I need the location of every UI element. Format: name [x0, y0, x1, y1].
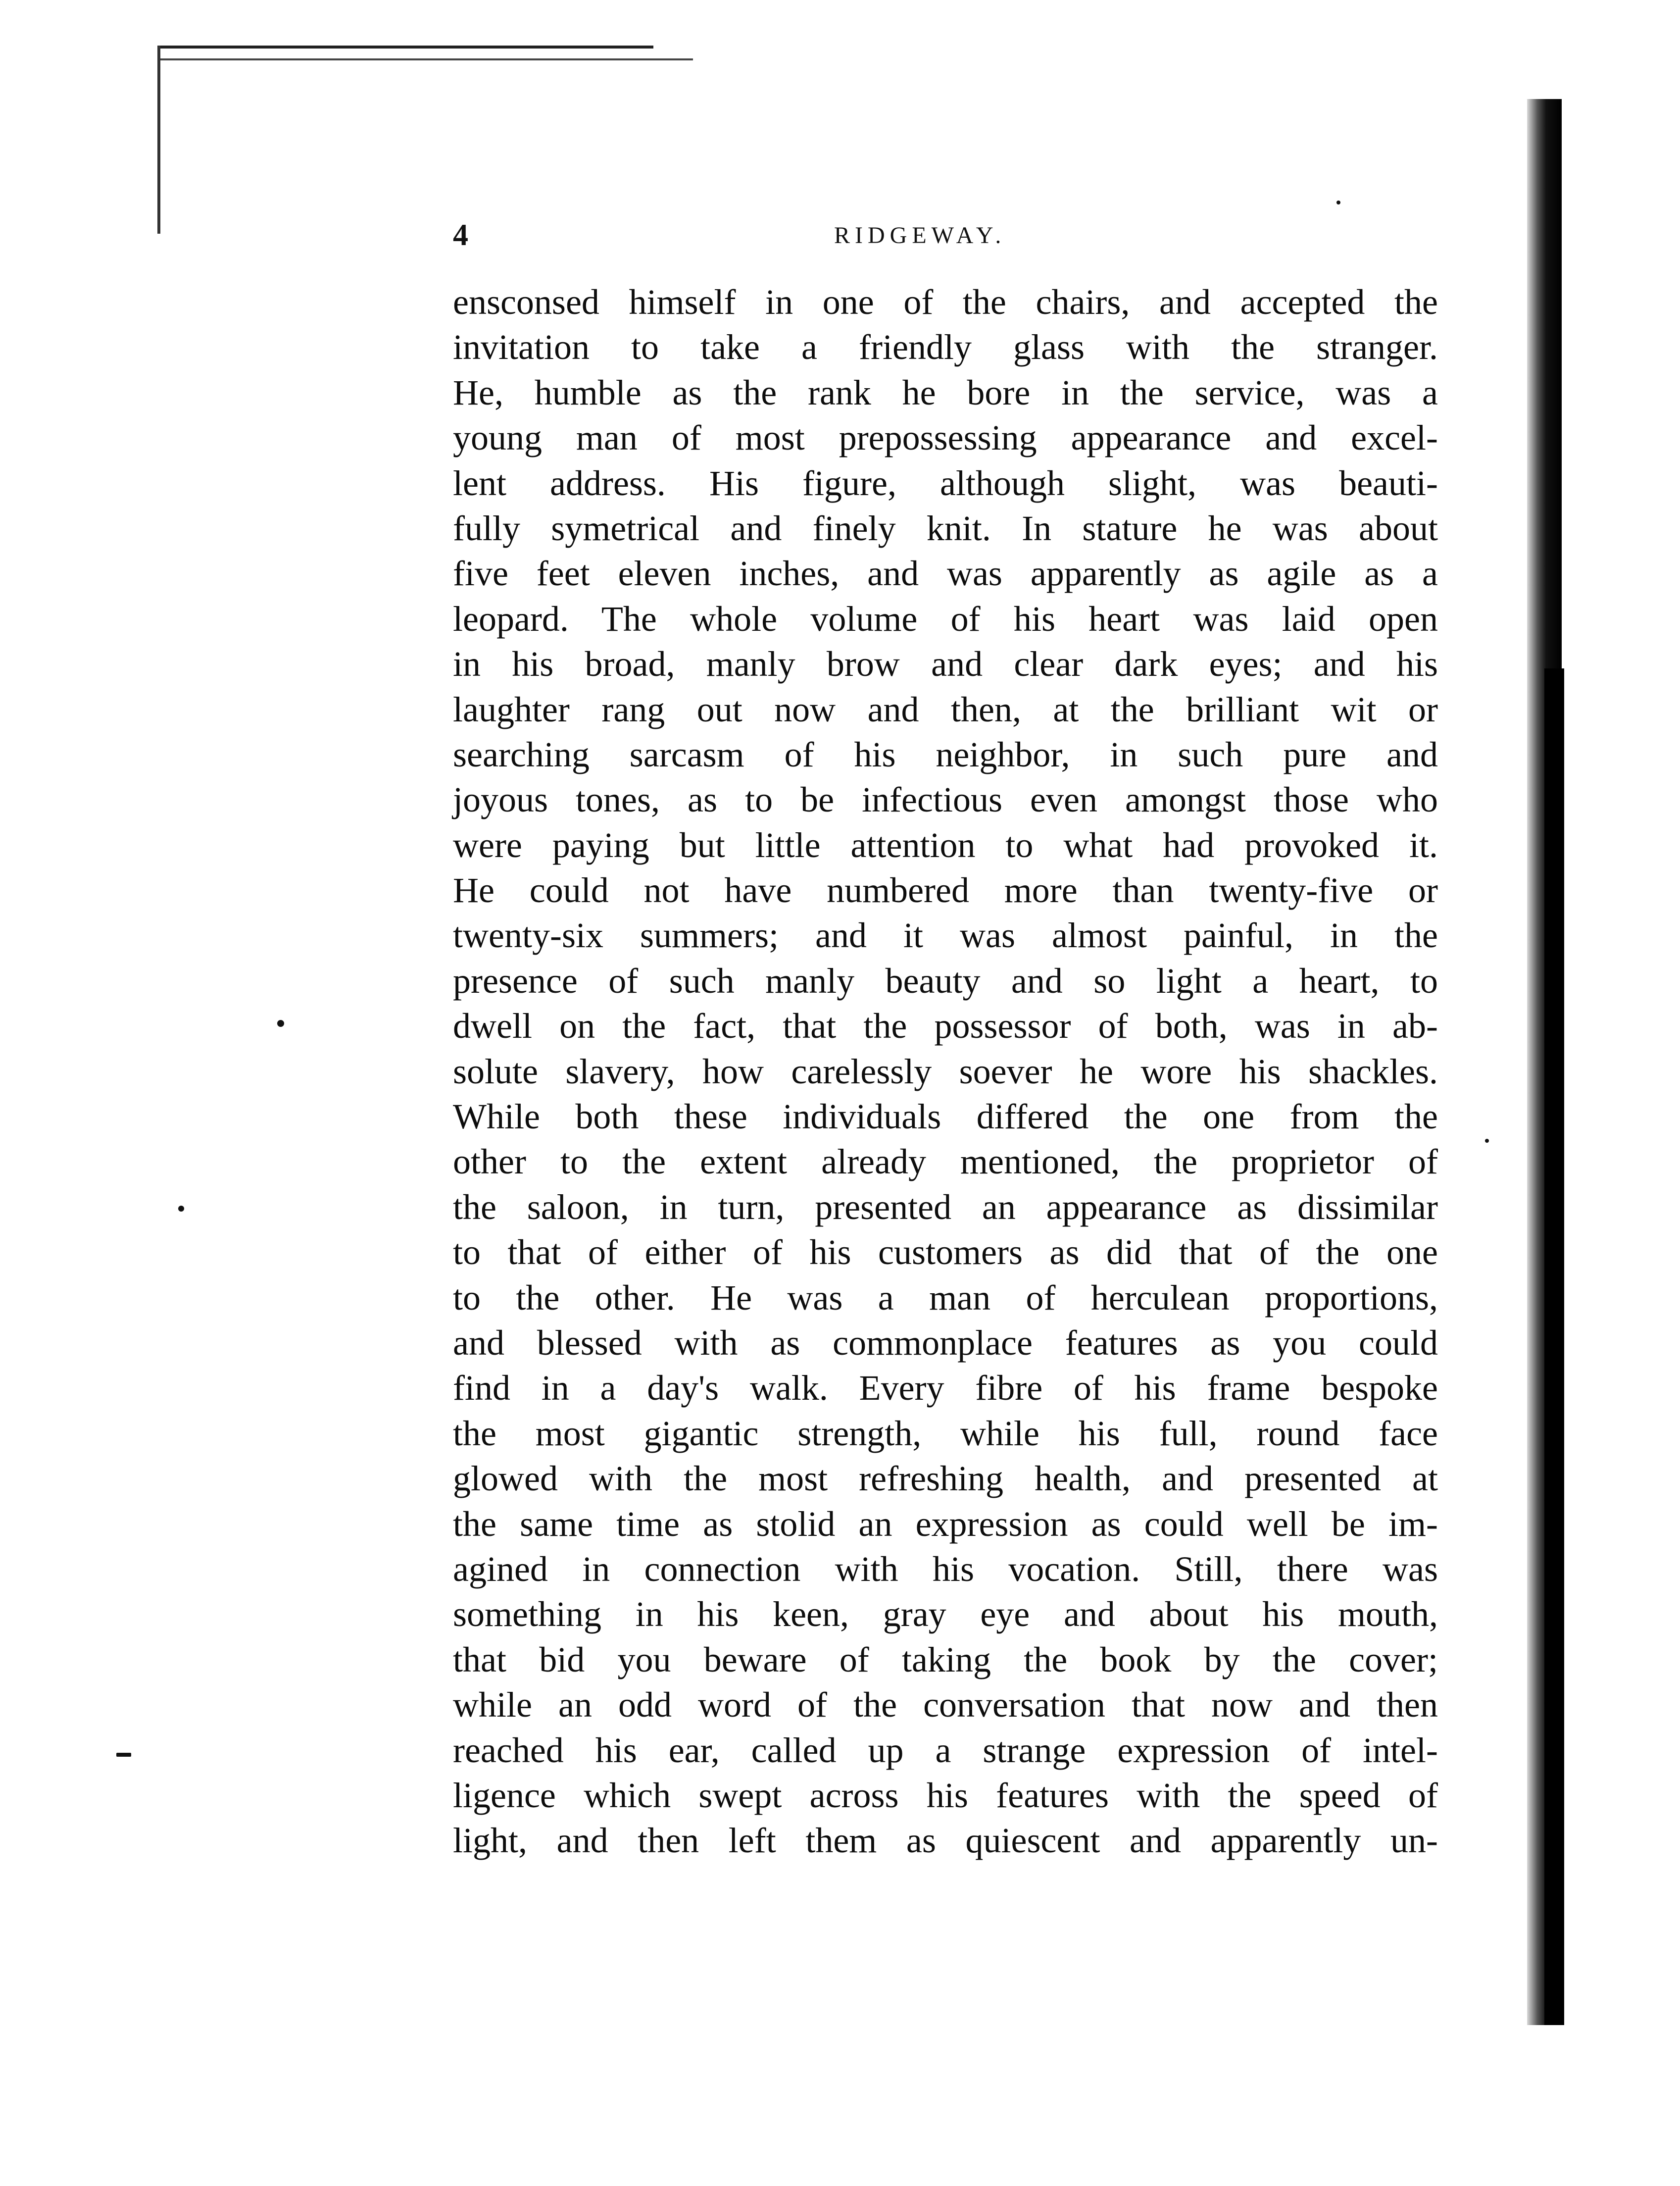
text-line: laughter rang out now and then, at the brilliant wit or: [453, 689, 1438, 729]
scan-edge-line: [158, 46, 653, 49]
scan-edge-line: [158, 58, 693, 60]
text-line: were paying but little attention to what had provoked it.: [453, 825, 1438, 865]
text-line: solute slavery, how carelessly soever he wore his shackles.: [453, 1051, 1438, 1091]
text-line: to the other. He was a man of herculean proportions,: [453, 1277, 1438, 1318]
text-line: invitation to take a friendly glass with the stranger.: [453, 327, 1438, 367]
text-line: ensconsed himself in one of the chairs, and accepted the: [453, 282, 1438, 322]
text-line: searching sarcasm of his neighbor, in such pure and: [453, 734, 1438, 774]
text-line: While both these individuals differed the one from the: [453, 1097, 1438, 1137]
text-line: leopard. The whole volume of his heart was laid open: [453, 599, 1438, 639]
text-line: the same time as stolid an expression as could well be im-: [453, 1504, 1438, 1544]
text-line: agined in connection with his vocation. Still, there was: [453, 1549, 1438, 1589]
text-line: ligence which swept across his features with the speed of: [453, 1775, 1438, 1815]
running-title: RIDGEWAY.: [834, 222, 1006, 249]
text-line: that bid you beware of taking the book by the cover;: [453, 1639, 1438, 1679]
text-line: young man of most prepossessing appearance and excel-: [453, 418, 1438, 458]
scan-edge-line: [157, 46, 160, 234]
text-line: He, humble as the rank he bore in the service, was a: [453, 372, 1438, 412]
text-line: to that of either of his customers as did that of the one: [453, 1232, 1438, 1272]
text-line: dwell on the fact, that the possessor of both, was in ab-: [453, 1006, 1438, 1046]
text-line: twenty-six summers; and it was almost painful, in the: [453, 915, 1438, 956]
body-text: [453, 280, 1438, 1864]
text-line: five feet eleven inches, and was apparently as agile as a: [453, 554, 1438, 594]
text-line: in his broad, manly brow and clear dark eyes; and his: [453, 644, 1438, 684]
text-line: presence of such manly beauty and so light a heart, to: [453, 961, 1438, 1001]
text-line: joyous tones, as to be infectious even amongst those who: [453, 780, 1438, 820]
text-line: He could not have numbered more than twenty-five or: [453, 870, 1438, 911]
scan-speck: [116, 1753, 131, 1757]
text-line: other to the extent already mentioned, the proprietor of: [453, 1142, 1438, 1182]
binding-gutter-shadow: [1544, 668, 1564, 2025]
text-line: reached his ear, called up a strange expression of intel-: [453, 1730, 1438, 1770]
text-line: while an odd word of the conversation that now and then: [453, 1685, 1438, 1725]
text-line: find in a day's walk. Every fibre of his frame bespoke: [453, 1368, 1438, 1408]
text-line: the most gigantic strength, while his full, round face: [453, 1413, 1438, 1453]
running-head: [453, 218, 1443, 262]
text-line: and blessed with as commonplace features as you could: [453, 1322, 1438, 1363]
text-line: glowed with the most refreshing health, and presented at: [453, 1459, 1438, 1499]
scan-speck: [1336, 201, 1340, 204]
text-line: fully symetrical and finely knit. In stature he was about: [453, 508, 1438, 548]
scan-speck: [1485, 1139, 1489, 1143]
page-number: 4: [453, 218, 468, 252]
text-line: light, and then left them as quiescent and apparently un-: [453, 1821, 1438, 1861]
text-line: the saloon, in turn, presented an appearance as dissimilar: [453, 1187, 1438, 1227]
scan-speck: [277, 1020, 284, 1027]
text-line: something in his keen, gray eye and about his mouth,: [453, 1594, 1438, 1634]
scan-speck: [178, 1206, 184, 1212]
text-line: lent address. His figure, although slight, was beauti-: [453, 463, 1438, 503]
